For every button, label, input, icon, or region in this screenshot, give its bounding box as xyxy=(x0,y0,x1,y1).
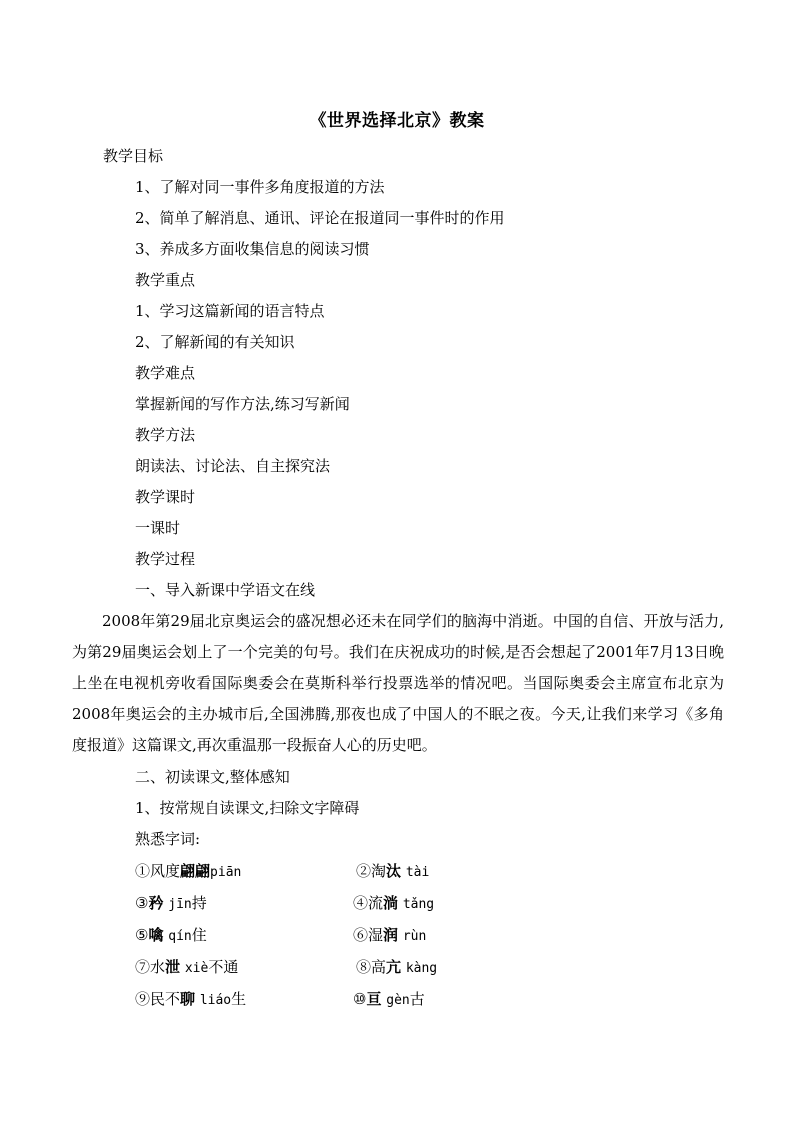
goal-item-1: 1、了解对同一事件多角度报道的方法 xyxy=(135,178,385,196)
vocab-item: ④流淌 tǎng xyxy=(353,894,435,912)
vocab-item: ①风度翩翩piān xyxy=(135,862,242,880)
document-title: 《世界选择北京》教案 xyxy=(309,111,485,131)
hours-heading: 教学课时 xyxy=(135,488,196,506)
method-text: 朗读法、讨论法、自主探究法 xyxy=(135,457,331,475)
vocab-row xyxy=(0,860,794,880)
difficulty-heading: 教学难点 xyxy=(135,364,196,382)
vocab-item: ②淘汰 tài xyxy=(356,862,430,880)
method-heading: 教学方法 xyxy=(135,426,196,444)
step-1-heading: 一、导入新课中学语文在线 xyxy=(135,581,316,599)
key-item-2: 2、了解新闻的有关知识 xyxy=(135,333,295,351)
intro-paragraph: 2008年第29届北京奥运会的盛况想必还未在同学们的脑海中消逝。中国的自信、开放与活力,为第29届奥运会划上了一个完美的句号。我们在庆祝成功的时候,是否会想起了2001年7月13日晚上坐在电视机旁收看国际奥委会在莫斯科举行投票选举的情况吧。当国际奥委会主席宣布北京为2008年奥运会的主办城市后,全国沸腾,那夜也成了中国人的不眠之夜。今天,让我们来学习《多角度报道》这篇课文,再次重温那一段振奋人心的历史吧。 xyxy=(72,612,724,754)
goal-item-2: 2、简单了解消息、通讯、评论在报道同一事件时的作用 xyxy=(135,209,505,227)
vocab-row xyxy=(0,956,794,976)
step-2-heading: 二、初读课文,整体感知 xyxy=(135,768,290,786)
key-heading: 教学重点 xyxy=(135,271,196,289)
vocab-row xyxy=(0,892,794,912)
process-heading: 教学过程 xyxy=(135,550,196,568)
hours-text: 一课时 xyxy=(135,519,181,537)
goals-heading: 教学目标 xyxy=(103,147,164,165)
key-item-1: 1、学习这篇新闻的语言特点 xyxy=(135,302,325,320)
vocab-item: ⑨民不聊 liáo生 xyxy=(135,990,247,1008)
vocab-item: ⑧高亢 kàng xyxy=(356,958,438,976)
vocab-row xyxy=(0,924,794,944)
vocab-heading: 熟悉字词: xyxy=(135,830,201,848)
vocab-item: ⑥湿润 rùn xyxy=(353,926,427,944)
vocab-item: ③矜 jīn持 xyxy=(135,894,207,912)
vocab-row xyxy=(0,988,794,1008)
difficulty-text: 掌握新闻的写作方法,练习写新闻 xyxy=(135,395,350,413)
sub-step-1: 1、按常规自读课文,扫除文字障碍 xyxy=(135,799,360,817)
goal-item-3: 3、养成多方面收集信息的阅读习惯 xyxy=(135,240,370,258)
vocab-item: ⑩亘 gèn古 xyxy=(353,990,425,1008)
vocab-item: ⑤噙 qín住 xyxy=(135,926,207,944)
vocab-item: ⑦水泄 xiè不通 xyxy=(135,958,239,976)
